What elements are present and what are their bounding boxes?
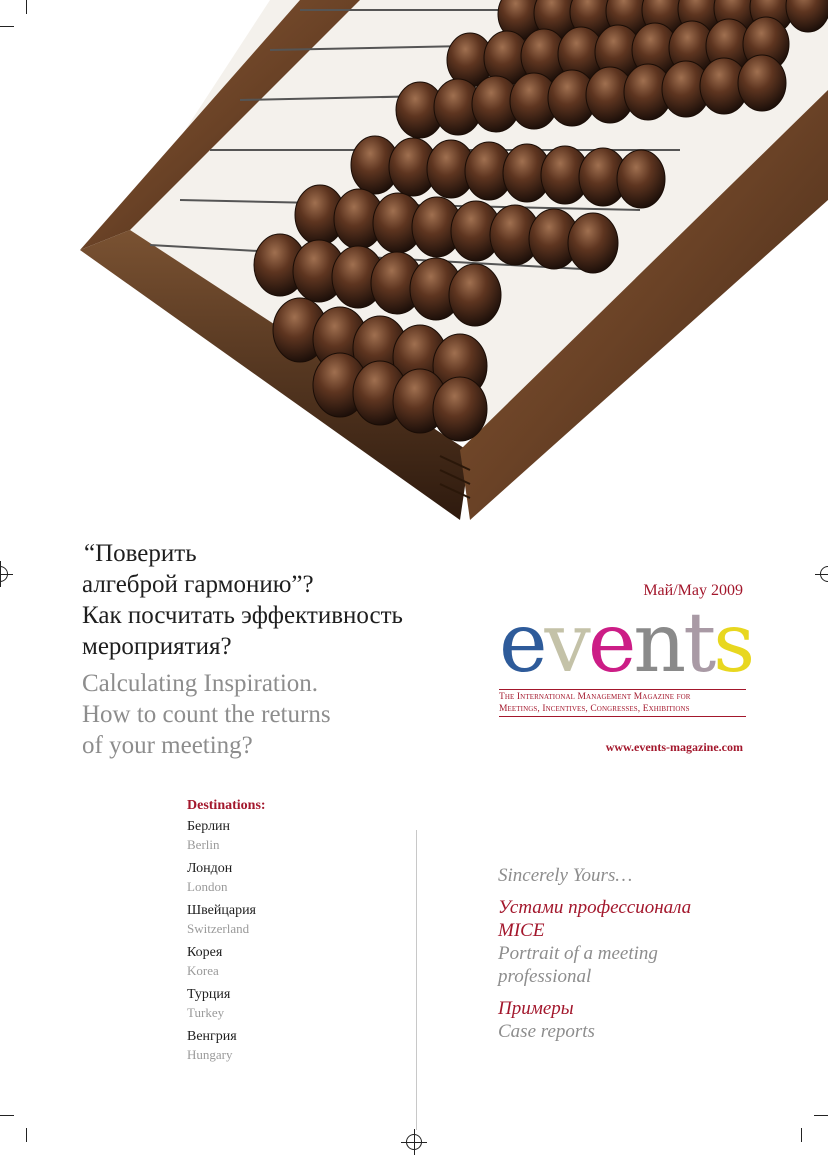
abacus-bead [617, 150, 665, 208]
headline-ru-line: “Поверить [84, 540, 197, 567]
headline-en-line: Calculating Inspiration. [82, 670, 319, 697]
logo-letter: e [499, 596, 545, 691]
magazine-tagline [499, 689, 746, 717]
crop-mark [0, 1115, 14, 1116]
destination-ru: Корея [187, 945, 223, 960]
headline-english [82, 668, 331, 761]
headline-en-line: How to count the returns [82, 701, 331, 728]
website-link[interactable]: www.events-magazine.com [605, 740, 743, 754]
logo-letter: n [633, 596, 684, 691]
destination-ru: Венгрия [187, 1029, 237, 1044]
mice-title-ru: Устами профессионала [498, 897, 692, 918]
mice-title-en: professional [498, 966, 592, 987]
tagline-line: Meetings, Incentives, Congresses, Exhibitions [499, 704, 690, 714]
issue-date: Май/May 2009 [643, 582, 743, 599]
headline-ru-line: Как посчитать эффективность [82, 602, 403, 629]
destination-en: Turkey [187, 1005, 225, 1020]
registration-mark [820, 566, 828, 582]
mice-title-ru: MICE [498, 920, 545, 941]
abacus-bead [449, 264, 501, 326]
registration-mark [406, 1134, 422, 1150]
destinations-heading: Destinations: [187, 798, 266, 813]
destination-ru: Лондон [187, 861, 233, 876]
abacus-bead [738, 55, 786, 111]
abacus-bead [568, 213, 618, 273]
cases-title-en: Case reports [498, 1021, 595, 1042]
registration-mark [0, 566, 8, 582]
logo-letter: t [683, 596, 714, 691]
destination-en: Switzerland [187, 921, 250, 936]
destination-item [187, 860, 256, 902]
destination-item [187, 818, 256, 860]
destination-en: Korea [187, 963, 219, 978]
destination-item [187, 944, 256, 986]
crop-mark [26, 1128, 27, 1142]
destination-item [187, 1028, 256, 1070]
logo-letter: e [587, 596, 634, 691]
cases-title-ru: Примеры [498, 998, 574, 1019]
cover-contents [498, 864, 691, 1043]
logo-letter: s [713, 596, 753, 691]
destination-ru: Турция [187, 987, 231, 1002]
destination-ru: Берлин [187, 819, 231, 834]
destination-item [187, 986, 256, 1028]
destination-ru: Швейцария [187, 903, 256, 918]
destination-en: Hungary [187, 1047, 233, 1062]
abacus-photo [0, 0, 828, 540]
abacus-bead [433, 377, 487, 441]
events-logo [499, 596, 753, 691]
destination-item [187, 902, 256, 944]
logo-letter: v [544, 596, 588, 691]
crop-mark [814, 1115, 828, 1116]
headline-en-line: of your meeting? [82, 732, 253, 759]
headline-russian [82, 538, 403, 662]
headline-ru-line: мероприятия? [82, 633, 232, 660]
sincerely-yours-text: Sincerely Yours… [498, 865, 633, 886]
crop-mark [801, 1128, 802, 1142]
column-divider [416, 830, 417, 1130]
headline-ru-line: алгеброй гармонию”? [82, 571, 314, 598]
destination-en: London [187, 879, 228, 894]
destination-en: Berlin [187, 837, 220, 852]
tagline-line: The International Management Magazine for [499, 692, 691, 702]
destinations-list [187, 818, 256, 1070]
mice-title-en: Portrait of a meeting [498, 943, 658, 964]
